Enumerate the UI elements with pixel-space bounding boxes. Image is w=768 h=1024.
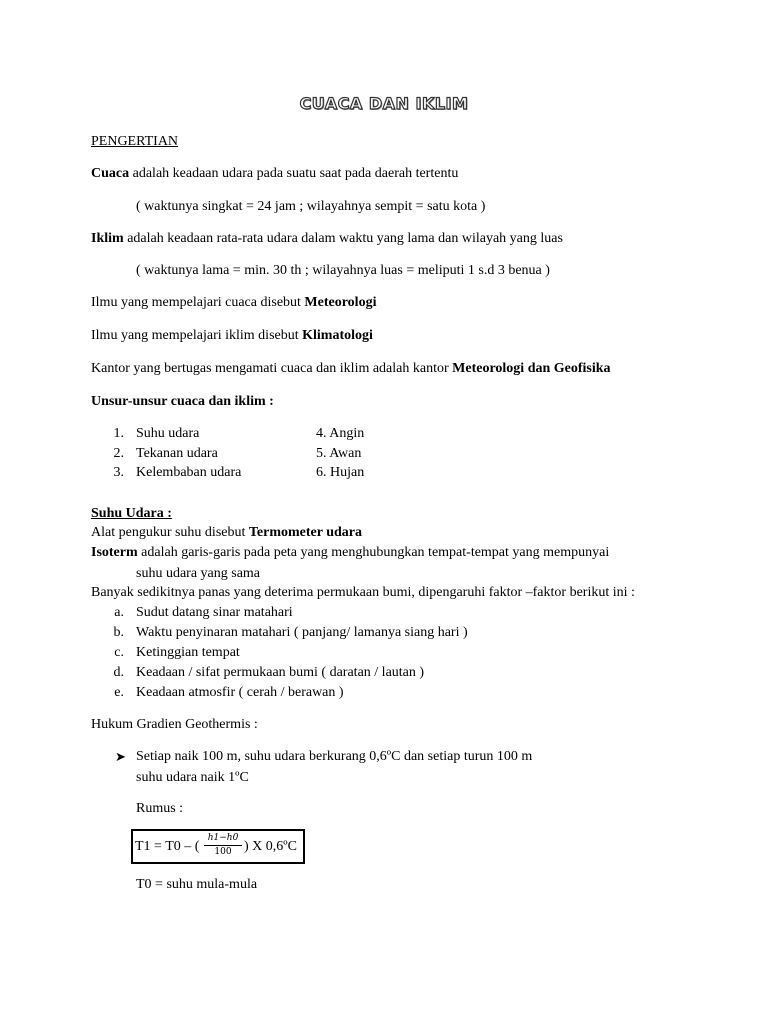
list-item: 4. Angin [316,426,365,441]
iklim-note: ( waktunya lama = min. 30 th ; wilayahnya luas = meliputi 1 s.d 3 benua ) [136,263,550,278]
list-letter: b. [113,625,124,640]
rumus-label: Rumus : [136,801,184,816]
list-item: Keadaan atmosfir ( cerah / berawan ) [136,685,344,700]
list-letter: e. [114,685,124,700]
pengertian-heading: PENGERTIAN [91,134,179,149]
hukum-heading: Hukum Gradien Geothermis : [91,717,258,732]
list-item: Ketinggian tempat [136,645,240,660]
cuaca-term: Cuaca [91,166,130,181]
section-pengertian [91,134,178,150]
meteorologi-term: Meteorologi [304,295,377,310]
document-title: CUACA DAN IKLIM [299,94,469,113]
formula-right: ) X 0,6ºC [244,839,297,854]
list-item: Keadaan / sifat permukaan bumi ( daratan / lautan ) [136,665,425,680]
banyak-line: Banyak sedikitnya panas yang deterima permukaan bumi, dipengaruhi faktor –faktor berikut ini : [91,585,635,600]
alat-term: Termometer udara [248,525,363,540]
list-letter: d. [113,665,124,680]
list-item: Sudut datang sinar matahari [136,605,293,620]
iklim-definition [91,231,563,247]
list-item: Kelembaban udara [136,465,242,480]
klimatologi-line [91,328,373,344]
list-item: Suhu udara [136,426,200,441]
fraction-numerator: h1−h0 [207,833,239,843]
list-letter: a. [114,605,124,620]
kantor-line [91,361,611,377]
unsur-heading [91,394,274,410]
list-item: Waktu penyinaran matahari ( panjang/ lamanya siang hari ) [136,625,468,640]
klimatologi-text: Ilmu yang mempelajari iklim disebut [91,328,303,343]
fraction-bar [204,845,242,846]
suhu-heading-text: Suhu Udara : [91,506,172,521]
isoterm-cont: suhu udara yang sama [136,566,261,581]
list-letter: c. [114,645,124,660]
klimatologi-term: Klimatologi [302,328,373,343]
kantor-text: Kantor yang bertugas mengamati cuaca dan iklim adalah kantor [91,361,453,376]
meteorologi-text: Ilmu yang mempelajari cuaca disebut [91,295,305,310]
alat-text: Alat pengukur suhu disebut [91,525,249,540]
list-number: 1. [113,426,124,441]
cuaca-def: adalah keadaan udara pada suatu saat pada daerah tertentu [129,166,459,181]
alat-line [91,525,362,541]
formula-left: T1 = T0 – ( [135,839,200,854]
fraction-denominator: 100 [214,847,232,857]
kantor-term: Meteorologi dan Geofisika [452,361,611,376]
formula-box [131,829,305,864]
list-item: 5. Awan [316,446,362,461]
t0-definition: T0 = suhu mula-mula [136,877,258,892]
bullet-line-1: Setiap naik 100 m, suhu udara berkurang 0,6ºC dan setiap turun 100 m [136,749,533,764]
cuaca-note: ( waktunya singkat = 24 jam ; wilayahnya sempit = satu kota ) [136,199,486,214]
bullet-line-2: suhu udara naik 1ºC [136,770,249,785]
arrowhead-bullet-icon: ➤ [115,750,126,765]
formula-fraction [202,833,244,858]
list-item: Tekanan udara [136,446,218,461]
iklim-term: Iklim [91,231,124,246]
list-number: 3. [113,465,124,480]
isoterm-line [91,545,609,561]
list-number: 2. [113,446,124,461]
list-item: 6. Hujan [316,465,365,480]
suhu-heading [91,506,172,522]
cuaca-definition [91,166,458,182]
iklim-def: adalah keadaan rata-rata udara dalam waktu yang lama dan wilayah yang luas [123,231,563,246]
isoterm-term: Isoterm [91,545,138,560]
isoterm-def: adalah garis-garis pada peta yang menghubungkan tempat-tempat yang mempunyai [137,545,610,560]
unsur-heading-text: Unsur-unsur cuaca dan iklim : [91,394,274,409]
meteorologi-line [91,295,376,311]
